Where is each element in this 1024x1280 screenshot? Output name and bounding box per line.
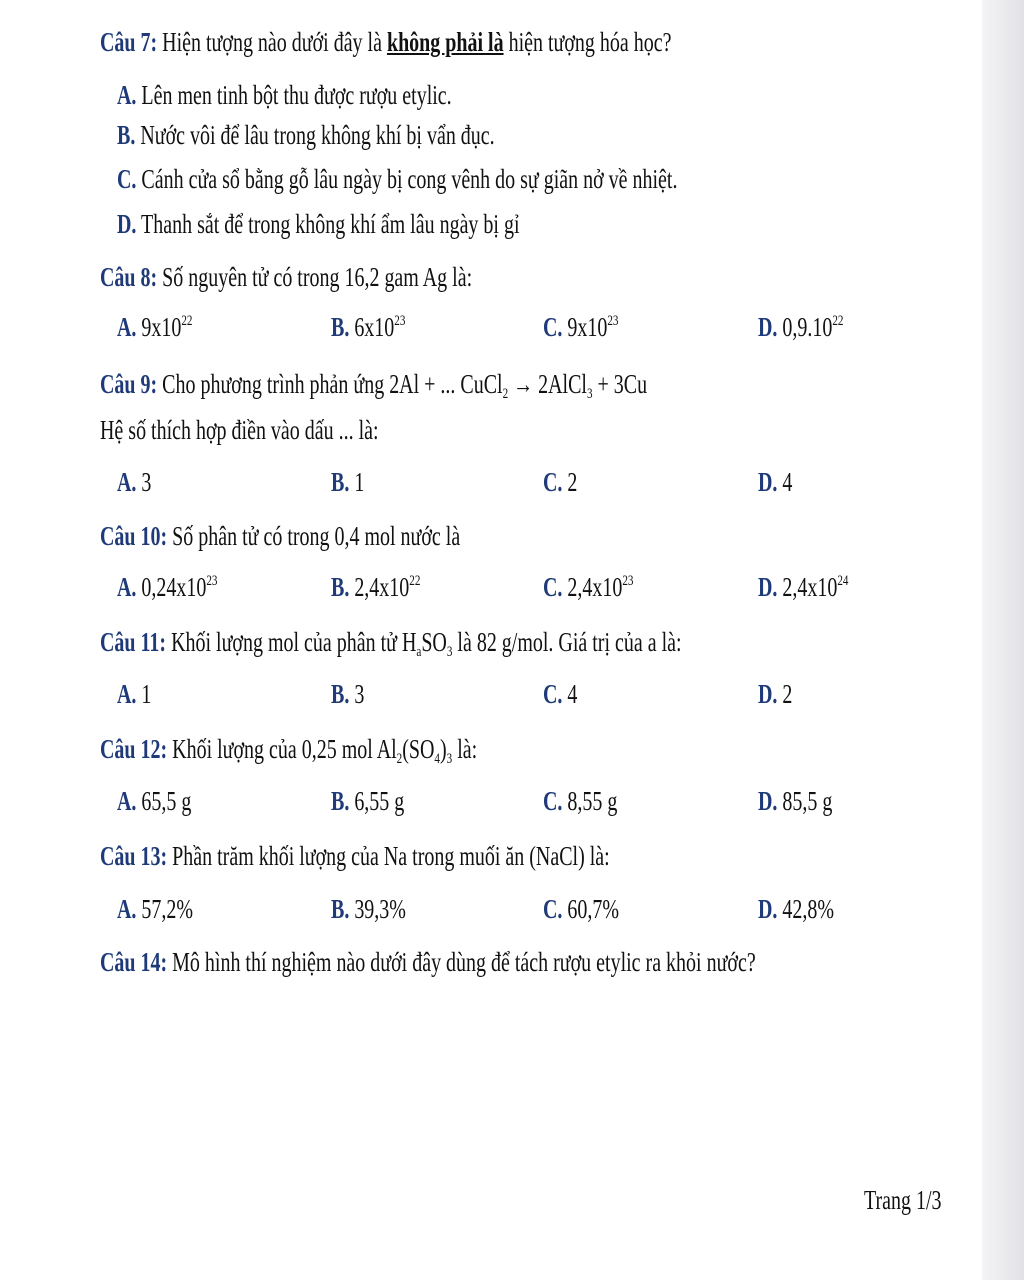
option-d (758, 571, 848, 603)
option-letter: D. (758, 786, 778, 816)
option-letter: A. (117, 679, 137, 709)
option-exponent: 22 (832, 313, 844, 329)
question-text: Hiện tượng nào dưới đây là (157, 27, 387, 57)
question-12 (100, 733, 738, 765)
option-letter: C. (543, 679, 563, 709)
option-text: 1 (136, 679, 152, 709)
question-label: Câu 11: (100, 627, 167, 657)
option-letter: A. (117, 467, 137, 497)
option-b (331, 466, 364, 498)
option-a (117, 79, 742, 111)
option-text: 85,5 g (777, 786, 833, 816)
option-letter: D. (758, 679, 778, 709)
question-label: Câu 14: (100, 947, 168, 977)
subscript: 3 (446, 644, 453, 660)
option-text: 3 (136, 467, 152, 497)
question-label: Câu 9: (100, 369, 158, 399)
formula-text: (SO (402, 734, 435, 764)
question-text: Phần trăm khối lượng của Na trong muối ăn (NaCl) là: (167, 841, 610, 871)
option-letter: D. (758, 467, 778, 497)
option-text: 9x10 (136, 312, 182, 342)
question-13 (100, 840, 738, 872)
page-number: Trang 1/3 (864, 1185, 942, 1215)
option-a (117, 311, 192, 343)
subscript: 4 (434, 751, 440, 767)
question-text: Hệ số thích hợp điền vào dấu ... là: (100, 415, 379, 445)
option-text: 4 (777, 467, 793, 497)
option-c (543, 678, 577, 710)
option-letter: D. (758, 312, 778, 342)
option-d (758, 785, 832, 817)
option-exponent: 22 (409, 573, 421, 589)
subscript: 3 (446, 751, 453, 767)
option-text: 9x10 (562, 312, 608, 342)
option-letter: B. (331, 312, 350, 342)
subscript: 3 (586, 386, 593, 402)
window-edge (982, 0, 1024, 1280)
option-letter: C. (117, 164, 137, 194)
question-text: hiện tượng hóa học? (503, 27, 672, 57)
option-c (543, 311, 618, 343)
option-text: 60,7% (562, 894, 620, 924)
option-letter: B. (331, 467, 350, 497)
option-letter: C. (543, 572, 563, 602)
option-exponent: 23 (622, 573, 634, 589)
option-letter: A. (117, 312, 137, 342)
formula-text: SO (421, 627, 447, 657)
option-d (758, 466, 792, 498)
option-exponent: 23 (394, 313, 406, 329)
option-a (117, 893, 193, 925)
option-d (758, 678, 792, 710)
option-text: Thanh sắt để trong không khí ẩm lâu ngày bị gỉ (136, 209, 520, 239)
formula-text: ) (439, 734, 447, 764)
option-letter: B. (331, 786, 350, 816)
option-d (117, 208, 742, 240)
option-c (543, 785, 617, 817)
option-text: 3 (349, 679, 365, 709)
option-c (543, 893, 619, 925)
option-b (331, 893, 406, 925)
option-exponent: 24 (837, 573, 849, 589)
option-letter: A. (117, 572, 137, 602)
option-text: 57,2% (136, 894, 194, 924)
question-11 (100, 626, 738, 658)
question-emphasis: không phải là (386, 27, 504, 57)
option-letter: B. (117, 120, 136, 150)
option-exponent: 23 (607, 313, 619, 329)
question-text: Khối lượng mol của phân tử H (166, 627, 417, 657)
option-text: 1 (349, 467, 365, 497)
option-letter: C. (543, 894, 563, 924)
option-a (117, 466, 151, 498)
equation-text: + 3Cu (592, 369, 648, 399)
option-c (117, 163, 742, 195)
option-text: 6,55 g (349, 786, 405, 816)
option-b (331, 571, 420, 603)
option-letter: D. (117, 209, 137, 239)
option-letter: A. (117, 80, 137, 110)
option-letter: B. (331, 572, 350, 602)
option-text: 65,5 g (136, 786, 192, 816)
option-text: 0,9.10 (777, 312, 833, 342)
option-b (117, 119, 742, 151)
question-10 (100, 520, 738, 552)
option-b (331, 678, 364, 710)
option-letter: B. (331, 679, 350, 709)
option-c (543, 466, 577, 498)
question-label: Câu 10: (100, 521, 168, 551)
question-14 (100, 946, 756, 978)
question-text: Cho phương trình phản ứng 2Al + ... CuCl (157, 369, 503, 399)
subscript: 2 (396, 751, 403, 767)
question-text: Khối lượng của 0,25 mol Al (167, 734, 397, 764)
option-text: 0,24x10 (136, 572, 207, 602)
option-text: 2,4x10 (349, 572, 410, 602)
option-letter: C. (543, 467, 563, 497)
option-text: 2 (562, 467, 578, 497)
equation-text: → 2AlCl (508, 369, 587, 399)
option-d (758, 311, 843, 343)
question-label: Câu 12: (100, 734, 168, 764)
option-letter: D. (758, 894, 778, 924)
option-exponent: 22 (181, 313, 193, 329)
option-text: Nước vôi để lâu trong không khí bị vẩn đục. (135, 120, 495, 150)
option-a (117, 785, 191, 817)
option-letter: C. (543, 786, 563, 816)
question-9 (100, 368, 738, 400)
question-9-line-2 (100, 414, 738, 446)
question-text: là: (452, 734, 478, 764)
option-text: 2 (777, 679, 793, 709)
option-text: 2,4x10 (777, 572, 838, 602)
option-letter: C. (543, 312, 563, 342)
option-text: Cánh cửa sổ bằng gỗ lâu ngày bị cong vênh do sự giãn nở về nhiệt. (136, 164, 678, 194)
option-exponent: 23 (206, 573, 218, 589)
option-text: 8,55 g (562, 786, 618, 816)
option-letter: A. (117, 894, 137, 924)
option-b (331, 785, 404, 817)
question-text: Mô hình thí nghiệm nào dưới đây dùng để tách rượu etylic ra khỏi nước? (167, 947, 756, 977)
option-a (117, 678, 151, 710)
question-label: Câu 8: (100, 262, 158, 292)
question-7 (100, 26, 738, 58)
option-d (758, 893, 834, 925)
option-b (331, 311, 405, 343)
subscript: 2 (502, 386, 509, 402)
option-text: 2,4x10 (562, 572, 623, 602)
option-text: Lên men tinh bột thu được rượu etylic. (136, 80, 452, 110)
question-text: Số phân tử có trong 0,4 mol nước là (167, 521, 461, 551)
option-text: 39,3% (349, 894, 406, 924)
question-label: Câu 13: (100, 841, 168, 871)
subscript: a (416, 644, 422, 660)
option-a (117, 571, 217, 603)
option-text: 4 (562, 679, 578, 709)
question-text: Số nguyên tử có trong 16,2 gam Ag là: (157, 262, 473, 292)
option-letter: B. (331, 894, 350, 924)
option-letter: D. (758, 572, 778, 602)
question-label: Câu 7: (100, 27, 158, 57)
option-c (543, 571, 633, 603)
option-text: 42,8% (777, 894, 835, 924)
question-8 (100, 261, 738, 293)
option-letter: A. (117, 786, 137, 816)
option-text: 6x10 (349, 312, 395, 342)
question-text: là 82 g/mol. Giá trị của a là: (452, 627, 682, 657)
